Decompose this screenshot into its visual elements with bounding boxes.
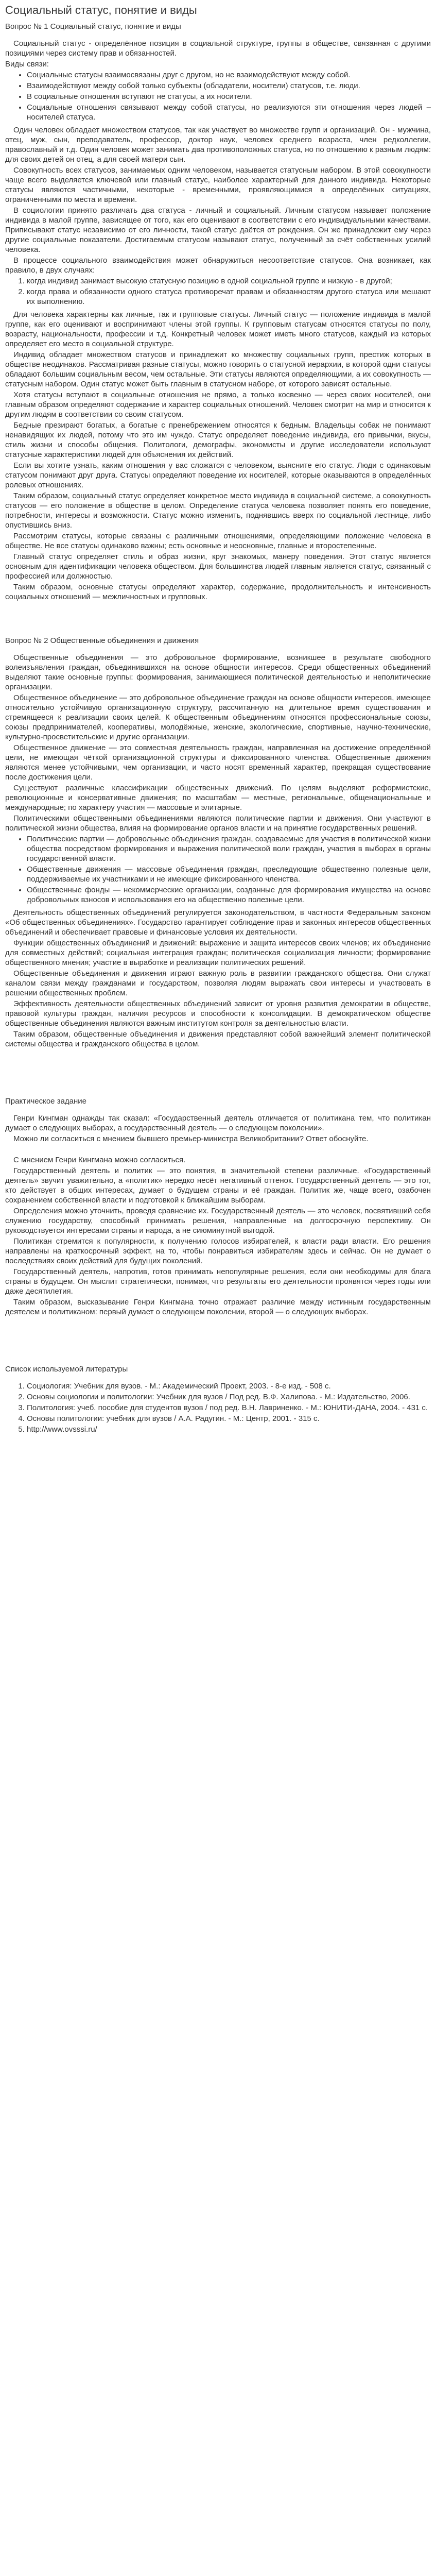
paragraph: Государственный деятель и политик — это понятия, в значительной степени различные. «Государственный деятель» звучит уважительно, а «политик» нередко несёт негативный оттенок. Государственный деятель — это тот, кто действует в общих интересах, думает о будущем страны и её граждан. Политик же, чаще всего, озабочен сохранением собственной власти и подготовкой к ближайшим выборам. (5, 1166, 431, 1205)
q2-bullet-list (5, 834, 431, 905)
paragraph: Можно ли согласиться с мнением бывшего премьер-министра Великобритании? Ответ обоснуйте. (13, 1134, 369, 1143)
paragraph: Совокупность всех статусов, занимаемых одним человеком, называется статусным набором. В этой совокупности чаще всего выделяется ключевой или главный статус, наиболее характерный для данного индивида. Некоторые статусы являются частичными, некоторые - временными, проявляющимися в определённых ситуациях, ограниченными по места и времени. (5, 166, 431, 204)
paragraph: Эффективность деятельности общественных объединений зависит от уровня развития демократии в обществе, правовой культуры граждан, наличия ресурсов и способности к консолидации. В демократическом обществе общественные объединения являются важным институтом контроля за деятельностью власти. (5, 999, 431, 1028)
paragraph: Таким образом, общественные объединения и движения представляют собой важнейший элемент политической системы общества и гражданского общества в целом. (5, 1030, 431, 1048)
list-item: 2. когда права и обязанности одного статуса противоречат правам и обязанностям другого статуса или мешают их выполнению. (27, 287, 431, 307)
list-item: • Социальные отношения связывают между собой статусы, но реализуются эти отношения через людей – носителей статуса. (27, 103, 431, 122)
list-item: 1. Социология: Учебник для вузов. - М.: Академический Проект, 2003. - 8-е изд. - 508 с. (27, 1381, 431, 1391)
paragraph: Генри Кингман однажды так сказал: «Государственный деятель отличается от политикана тем, что политикан думает о следующих выборах, а государственный деятель — о следующем поколении». (5, 1114, 431, 1132)
paragraph: Государственный деятель, напротив, готов принимать непопулярные решения, если они необходимы для блага страны в будущем. Он мыслит стратегически, понимая, что результаты его деятельности проявятся через годы или даже десятилетия. (5, 1267, 431, 1296)
paragraph: Общественные объединения — это добровольное формирование, возникшее в результате свободного волеизъявления граждан, объединившихся на основе общности интересов. Среди общественных объединений выделяют такие основные группы: формирования, занимающиеся политической деятельностью и неполитические организации. (5, 653, 431, 691)
list-item: 1. когда индивид занимает высокую статусную позицию в одной социальной группе и низкую - в другой; (27, 276, 431, 286)
references-list (5, 1381, 431, 1434)
paragraph: Если вы хотите узнать, каким отношения у вас сложатся с человеком, выясните его статус. Люди с одинаковым статусом понимают друг друга. Статусы определяют поведение их носителей, которые оказываются в определённых ролевых отношениях. (5, 461, 431, 489)
paragraph: В социологии принято различать два статуса - личный и социальный. Личным статусом называет положение индивида в малой группе, зависящее от того, как его оценивают в соответствии с его индивидуальными качествами. Приписывают статус независимо от его личности, такой статус даётся от рождения. Он же принадлежит ему через другие социальные показатели. Достигаемым статусом называют статус, полученный за счёт собственных усилий человека. (5, 206, 431, 254)
paragraph: Общественное объединение — это добровольное объединение граждан на основе общности интересов, имеющее относительно устойчивую организационную структуру, рассчитанную на длительное время существования и стремящееся к реализации своих целей. К общественным объединениям относятся профессиональные союзы, союзы предпринимателей, кооперативы, молодёжные, женские, экологические, спортивные, научно-технические, культурно-просветительские и другие организации. (5, 693, 431, 741)
reference-link[interactable]: 5. http://www.ovsssi.ru/ (27, 1425, 431, 1434)
question-1-heading: Вопрос № 1 Социальный статус, понятие и виды (5, 22, 181, 31)
list-item: • Общественные движения — массовые объединения граждан, преследующие общественно полезные цели, поддерживаемые их участниками и не имеющие фиксированного членства. (27, 865, 431, 884)
q1-intro: Социальный статус - определённое позиция в социальной структуре, группы в обществе, связанная с другими позициями через систему прав и обязанностей. (5, 39, 431, 58)
list-item: • В социальные отношения вступают не статусы, а их носители. (27, 92, 431, 101)
list-item: • Общественные фонды — некоммерческие организации, созданные для формирования имущества на основе добровольных взносов и использования его на общественно полезные цели. (27, 885, 431, 905)
list-item: 2. Основы социологии и политологии: Учебник для вузов / Под ред. В.Ф. Халипова. - М.: Издательство, 2006. (27, 1392, 431, 1402)
paragraph: Существуют различные классификации общественных движений. По целям выделяют реформистские, революционные и консервативные движения; по масштабам — местные, региональные, общенациональные и международные; по характеру участия — массовые и элитарные. (5, 784, 431, 812)
list-item: 3. Политология: учеб. пособие для студентов вузов / под ред. В.Н. Лавриненко. - М.: ЮНИТИ-ДАНА, 2004. - 431 с. (27, 1403, 431, 1413)
paragraph: С мнением Генри Кингмана можно согласиться. (13, 1156, 186, 1164)
paragraph: Определения можно уточнить, проведя сравнение их. Государственный деятель — это человек, посвятивший себя служению государству, способный принимать решения, направленные на долгосрочную перспективу. Он руководствуется интересами страны и народа, а не сиюминутной выгодой. (5, 1207, 431, 1235)
paragraph: Деятельность общественных объединений регулируется законодательством, в частности Федеральным законом «Об общественных объединениях». Государство гарантирует соблюдение прав и законных интересов общественных объединений и обеспечивает правовые и финансовые условия их деятельности. (5, 908, 431, 937)
practice-heading: Практическое задание (5, 1097, 87, 1106)
paragraph: Политическими общественными объединениями являются политические партии и движения. Они участвуют в политической жизни общества, влияя на формирование органов власти и на принятие государственных решений. (5, 814, 431, 833)
paragraph: Таким образом, основные статусы определяют характер, содержание, продолжительность и интенсивность социальных отношений — межличностных и групповых. (5, 583, 431, 601)
q1-numbered-list (5, 276, 431, 307)
paragraph: В процессе социального взаимодействия может обнаружиться несоответствие статусов. Она возникает, как правило, в двух случаях: (5, 256, 431, 275)
q1-intro2: Виды связи: (5, 60, 49, 69)
list-item: • Политические партии — добровольные объединения граждан, создаваемые для участия в политической жизни общества посредством формирования и выражения политической воли граждан, участия в выборах в органы государственной власти. (27, 834, 431, 863)
page-title: Социальный статус, понятие и виды (5, 4, 197, 16)
paragraph: Таким образом, высказывание Генри Кингмана точно отражает различие между истинным государственным деятелем и политиканом: первый думает о следующем поколении, второй — о следующих выборах. (5, 1298, 431, 1316)
paragraph: Политикан стремится к популярности, к получению голосов избирателей, к власти ради власти. Его решения направлены на краткосрочный эффект, на то, чтобы понравиться избирателям здесь и сейчас. Он не думает о последствиях своих действий для будущих поколений. (5, 1237, 431, 1265)
q1-bullet-list (5, 70, 431, 122)
paragraph: Хотя статусы вступают в социальные отношения не прямо, а только косвенно — через своих носителей, они главным образом определяют содержание и характер социальных отношений. Человек смотрит на мир и относится к другим людям в соответствии со своим статусом. (5, 391, 431, 419)
references-heading: Список используемой литературы (5, 1365, 128, 1374)
paragraph: Один человек обладает множеством статусов, так как участвует во множестве групп и организаций. Он - мужчина, отец, муж, сын, преподаватель, профессор, доктор наук, человек среднего возраста, член редколлегии, православный и т.д. Один человек может занимать два противоположных статуса, но по отношению к разным людям: для своих детей он отец, а для своей матери сын. (5, 126, 431, 164)
paragraph: Индивид обладает множеством статусов и принадлежит ко множеству социальных групп, престиж которых в обществе неодинаков. Рассматривая разные статусы, можно говорить о статусной иерархии, в которой одни статусы обладают большим социальным весом, чем остальные. Эти статусы являются определяющими, а их совокупность — статусным набором. Один статус может быть главным в статусном наборе, от которого зависят остальные. (5, 350, 431, 388)
paragraph: Для человека характерны как личные, так и групповые статусы. Личный статус — положение индивида в малой группе, как его оценивают и воспринимают члены этой группы. К групповым статусам относятся статусы по полу, возрасту, национальности, профессии и т.д. Конкретный человек может иметь много статусов, каждый из которых определяет его место в социальной структуре. (5, 310, 431, 348)
list-item: 4. Основы политологии: учебник для вузов / А.А. Радугин. - М.: Центр, 2001. - 315 с. (27, 1414, 431, 1423)
paragraph: Общественные объединения и движения играют важную роль в развитии гражданского общества. Они служат каналом связи между гражданами и государством, позволяя людям выражать свои интересы и участвовать в решении общественных проблем. (5, 969, 431, 997)
paragraph: Рассмотрим статусы, которые связаны с различными отношениями, определяющими положение человека в обществе. Не все статусы одинаково важны; есть основные и неосновные, главные и второстепенные. (5, 532, 431, 550)
paragraph: Бедные презирают богатых, а богатые с пренебрежением относятся к бедным. Владельцы собак не понимают ненавидящих их людей, потому что это им чуждо. Статус определяет поведение индивида, его привычки, вкусы, стиль жизни и способы общения. Политологи, демографы, экономисты и другие исследователи используют статусные характеристики людей для объяснения их действий. (5, 421, 431, 459)
paragraph: Главный статус определяет стиль и образ жизни, круг знакомых, манеру поведения. Этот статус является основным для идентификации человека обществом. Для большинства людей главным является статус, связанный с профессией или должностью. (5, 552, 431, 581)
question-2-heading: Вопрос № 2 Общественные объединения и движения (5, 636, 199, 645)
list-item: • Взаимодействуют между собой только субъекты (обладатели, носители) статусов, т.е. люди. (27, 81, 431, 91)
list-item: • Социальные статусы взаимосвязаны друг с другом, но не взаимодействуют между собой. (27, 70, 431, 80)
paragraph: Функции общественных объединений и движений: выражение и защита интересов своих членов; их объединение для совместных действий; социальная интеграция граждан; политическая социализация личности; формирование общественного мнения; участие в выработке и реализации политических решений. (5, 939, 431, 967)
paragraph: Общественное движение — это совместная деятельность граждан, направленная на достижение определённой цели, не имеющая чёткой организационной структуры и фиксированного членства. Общественные движения являются менее устойчивыми, чем организации, и часто носят временный характер, прекращая существование после достижения цели. (5, 743, 431, 782)
paragraph: Таким образом, социальный статус определяет конкретное место индивида в социальной системе, а совокупность статусов — его положение в обществе в целом. Определение статуса человека позволяет понять его поведение, потребности, интересы и возможности. Статус можно изменить, поднявшись вверх по социальной лестнице, либо опустившись вниз. (5, 492, 431, 530)
